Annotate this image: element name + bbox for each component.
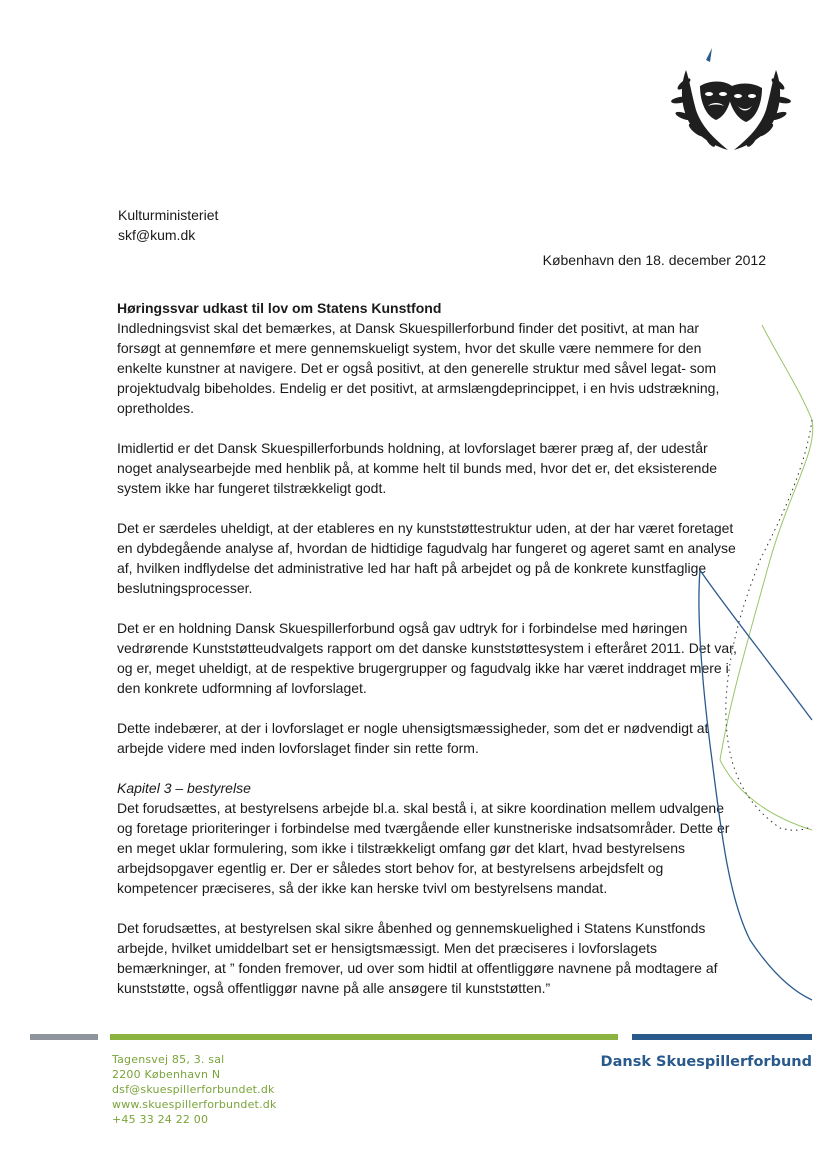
paragraph-1: Indledningsvist skal det bemærkes, at Dansk Skuespillerforbund finder det positivt, at man har forsøgt at gennemføre et mere gennemskueligt system, hvor det skulle være nemmere for den enkelte kunstner at navigere. Det er også positivt, at den generelle struktur med såvel legat- som projektudvalg bibeholdes. Endelig er det positivt, at armslængdeprincippet, i en hvis udstrækning, opretholdes. bbox=[117, 320, 720, 416]
org-name: Dansk Skuespillerforbund bbox=[600, 1054, 812, 1070]
address-street: Tagensvej 85, 3. sal bbox=[112, 1053, 225, 1066]
address-website[interactable]: www.skuespillerforbundet.dk bbox=[112, 1098, 277, 1111]
letter-body bbox=[117, 298, 742, 1018]
divider-gray bbox=[30, 1034, 98, 1040]
footer-address bbox=[112, 1052, 277, 1127]
paragraph-4: Det er en holdning Dansk Skuespillerforbund også gav udtryk for i forbindelse med høringen vedrørende Kunststøtteudvalgets rapport om det danske kunststøttesystem i efteråret 2011. Det var, og er, meget uheldigt, at de respektive brugergrupper og fagudvalg ikke har været inddraget mere i den konkrete udformning af lovforslaget. bbox=[117, 620, 737, 696]
section-title: Kapitel 3 – bestyrelse bbox=[117, 780, 251, 796]
letter-subject: Høringssvar udkast til lov om Statens Kunstfond bbox=[117, 300, 442, 316]
section-paragraph-1: Det forudsættes, at bestyrelsens arbejde bl.a. skal bestå i, at sikre koordination mellem udvalgene og foretage prioriteringer i forbindelse med tværgående eller kunstneriske indsatsområder. Dette er en meget uklar formulering, som ikke i tilstrækkeligt omfang gør det klart, hvad bestyrelsens arbejdsopgaver egentlig er. Der er således stort behov for, at bestyrelsens arbejdsfelt og kompetencer præciseres, så der ikke kan herske tvivl om bestyrelsens mandat. bbox=[117, 800, 730, 896]
recipient-block bbox=[118, 205, 218, 245]
paragraph-3: Det er særdeles uheldigt, at der etableres en ny kunststøttestruktur uden, at der har været foretaget en dybdegående analyse af, hvordan de hidtidige fagudvalg har fungeret og ageret samt en analyse af, hvilken indflydelse det administrative led har haft på arbejdet og på de konkrete kunstfaglige beslutningsprocesser. bbox=[117, 520, 736, 596]
theatre-masks-logo bbox=[666, 40, 796, 156]
address-email[interactable]: dsf@skuespillerforbundet.dk bbox=[112, 1083, 275, 1096]
paragraph-2: Imidlertid er det Dansk Skuespillerforbunds holdning, at lovforslaget bærer præg af, der udestår noget analysearbejde med henblik på, at komme helt til bunds med, hvor det er, det eksisterende system ikke har fungeret tilstrækkeligt godt. bbox=[117, 440, 718, 496]
letter-date: København den 18. december 2012 bbox=[542, 252, 766, 268]
address-city: 2200 København N bbox=[112, 1068, 221, 1081]
footer-divider bbox=[0, 1034, 826, 1040]
recipient-email: skf@kum.dk bbox=[118, 227, 196, 243]
paragraph-5: Dette indebærer, at der i lovforslaget er nogle uhensigtsmæssigheder, som det er nødvendigt at arbejde videre med inden lovforslaget finder sin rette form. bbox=[117, 720, 709, 756]
recipient-name: Kulturministeriet bbox=[118, 207, 219, 223]
address-phone: +45 33 24 22 00 bbox=[112, 1113, 209, 1126]
divider-blue bbox=[632, 1034, 812, 1040]
divider-green bbox=[110, 1034, 618, 1040]
section-paragraph-2: Det forudsættes, at bestyrelsen skal sikre åbenhed og gennemskuelighed i Statens Kunstfonds arbejde, hvilket umiddelbart set er hensigtsmæssigt. Men det præciseres i lovforslagets bemærkninger, at ” fonden fremover, ud over som hidtil at offentliggøre navnene på modtagere af kunststøtte, også offentliggør navne på alle ansøgere til kunststøtten.” bbox=[117, 920, 718, 996]
